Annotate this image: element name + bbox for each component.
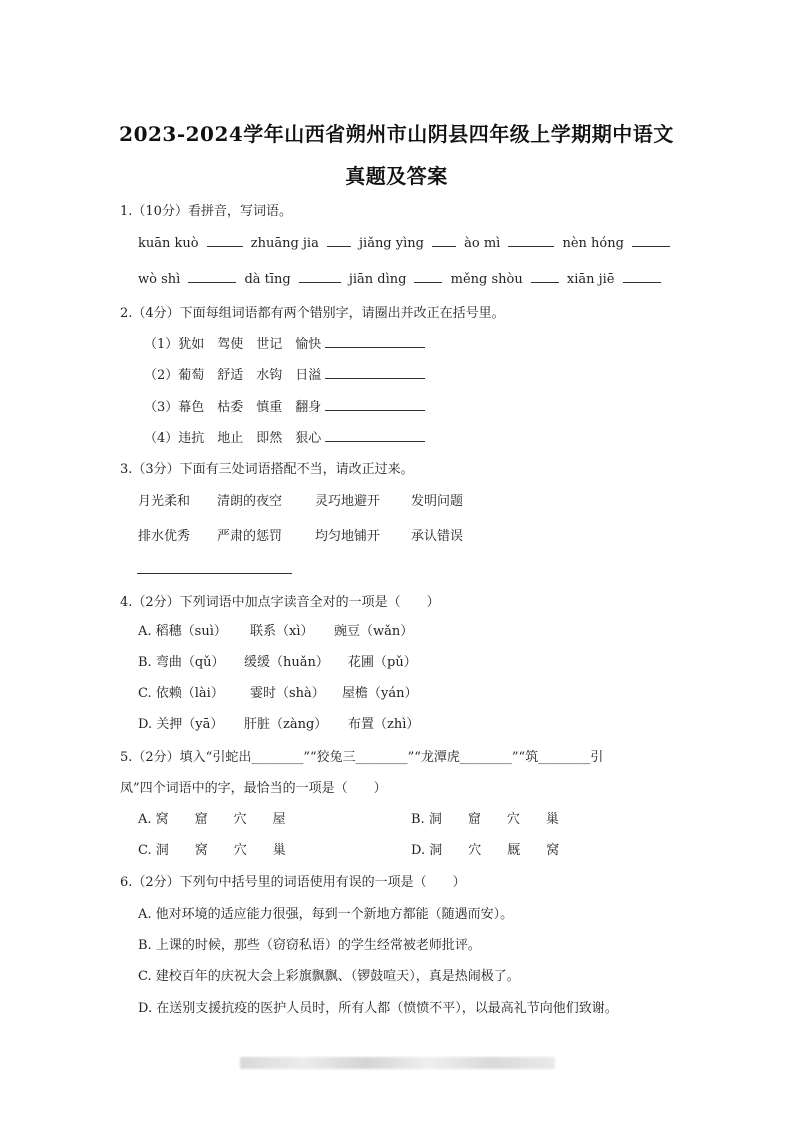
answer-blank[interactable] bbox=[327, 233, 351, 247]
q2-item-text: （2）葡萄 舒适 水钩 日溢 bbox=[144, 368, 322, 383]
answer-blank[interactable] bbox=[432, 233, 456, 247]
q3-phrase: 发明问题 bbox=[411, 494, 464, 509]
pinyin: xiān jiē bbox=[566, 272, 615, 287]
q5-option-d[interactable]: D. 洞 穴 厩 窝 bbox=[411, 843, 560, 858]
answer-blank[interactable] bbox=[207, 233, 243, 247]
q2-item-text: （1）犹如 驾使 世记 愉快 bbox=[144, 337, 322, 352]
q4-option-a-3: 豌豆（wǎn） bbox=[334, 624, 414, 639]
answer-blank[interactable] bbox=[632, 233, 670, 247]
q2-stem: 2.（4分）下面每组词语都有两个错别字，请圈出并改正在括号里。 bbox=[120, 306, 505, 321]
answer-blank[interactable] bbox=[325, 428, 425, 442]
answer-line[interactable] bbox=[137, 573, 292, 574]
answer-blank[interactable] bbox=[414, 269, 442, 283]
answer-blank[interactable] bbox=[325, 365, 425, 379]
pinyin: jiān dìng bbox=[348, 272, 407, 287]
q3-phrase: 排水优秀 bbox=[138, 529, 191, 544]
q1-stem: 1.（10分）看拼音，写词语。 bbox=[120, 204, 292, 219]
pinyin: ào mì bbox=[464, 236, 501, 251]
page-subtitle: 真题及答案 bbox=[345, 164, 448, 188]
q5-stem-line2: 凤”四个词语中的字，最恰当的一项是（ ） bbox=[120, 781, 387, 796]
page-title: 2023-2024学年山西省朔州市山阴县四年级上学期期中语文 bbox=[119, 122, 674, 146]
answer-blank[interactable] bbox=[299, 269, 341, 283]
answer-blank[interactable] bbox=[325, 334, 425, 348]
q6-option-b[interactable]: B. 上课的时候，那些（窃窃私语）的学生经常被老师批评。 bbox=[138, 938, 481, 953]
pinyin: wò shì bbox=[138, 272, 181, 287]
q4-stem: 4.（2分）下列词语中加点字读音全对的一项是（ ） bbox=[120, 595, 440, 610]
q2-item bbox=[144, 364, 429, 383]
answer-blank[interactable] bbox=[188, 269, 236, 283]
answer-blank[interactable] bbox=[325, 397, 425, 411]
answer-blank[interactable] bbox=[508, 233, 554, 247]
q1-row1 bbox=[138, 233, 674, 251]
q2-item-text: （3）幕色 枯委 慎重 翻身 bbox=[144, 400, 322, 415]
q2-item bbox=[144, 396, 429, 415]
q6-option-c[interactable]: C. 建校百年的庆祝大会上彩旗飘飘、（锣鼓喧天），真是热闹极了。 bbox=[138, 969, 520, 984]
pinyin: jiǎng yìng bbox=[359, 236, 424, 251]
q3-stem: 3.（3分）下面有三处词语搭配不当，请改正过来。 bbox=[120, 462, 414, 477]
q5-option-b[interactable]: B. 洞 窟 穴 巢 bbox=[411, 812, 559, 827]
q4-option-d-1: D. 关押（yā） bbox=[138, 717, 224, 732]
q2-item-text: （4）违抗 地止 即然 狠心 bbox=[144, 431, 322, 446]
pinyin: zhuāng jia bbox=[250, 236, 319, 251]
q4-option-b-3: 花圃（pǔ） bbox=[348, 655, 417, 670]
q3-phrase: 灵巧地避开 bbox=[315, 494, 381, 509]
pinyin: kuān kuò bbox=[138, 236, 199, 251]
q4-option-d-2: 肝脏（zàng） bbox=[244, 717, 328, 732]
q4-option-b-2: 缓缓（huǎn） bbox=[244, 655, 329, 670]
answer-blank[interactable] bbox=[531, 269, 559, 283]
q4-option-c-1: C. 依赖（lài） bbox=[138, 686, 224, 701]
pinyin: nèn hóng bbox=[562, 236, 624, 251]
q3-phrase: 严肃的惩罚 bbox=[217, 529, 283, 544]
q5-stem-line1: 5.（2分）填入“引蛇出________”“狡兔三________”“龙潭虎________”“筑________引 bbox=[120, 750, 604, 765]
q4-option-b-1: B. 弯曲（qǔ） bbox=[138, 655, 225, 670]
q5-option-c[interactable]: C. 洞 窝 穴 巢 bbox=[138, 843, 286, 858]
q3-phrase: 清朗的夜空 bbox=[217, 494, 283, 509]
q1-row2 bbox=[138, 269, 665, 287]
q2-item bbox=[144, 333, 429, 352]
q2-item bbox=[144, 427, 429, 446]
q5-option-a[interactable]: A. 窝 窟 穴 屋 bbox=[138, 812, 286, 827]
q3-phrase: 月光柔和 bbox=[138, 494, 191, 509]
q3-phrase: 承认错误 bbox=[411, 529, 464, 544]
q4-option-c-3: 屋檐（yán） bbox=[342, 686, 418, 701]
q4-option-d-3: 布置（zhì） bbox=[348, 717, 420, 732]
q3-phrase: 均匀地铺开 bbox=[315, 529, 381, 544]
q6-option-a[interactable]: A. 他对环境的适应能力很强，每到一个新地方都能（随遇而安）。 bbox=[138, 907, 514, 922]
blurred-footer-watermark bbox=[240, 1057, 555, 1069]
q4-option-a-1: A. 稻穗（suì） bbox=[138, 624, 227, 639]
q4-option-c-2: 霎时（shà） bbox=[250, 686, 325, 701]
answer-blank[interactable] bbox=[623, 269, 661, 283]
q6-stem: 6.（2分）下列句中括号里的词语使用有误的一项是（ ） bbox=[120, 875, 466, 890]
pinyin: dà tīng bbox=[244, 272, 291, 287]
q4-option-a-2: 联系（xì） bbox=[250, 624, 314, 639]
pinyin: měng shòu bbox=[450, 272, 523, 287]
q6-option-d[interactable]: D. 在送别支援抗疫的医护人员时，所有人都（愤愤不平），以最高礼节向他们致谢。 bbox=[138, 1001, 618, 1016]
